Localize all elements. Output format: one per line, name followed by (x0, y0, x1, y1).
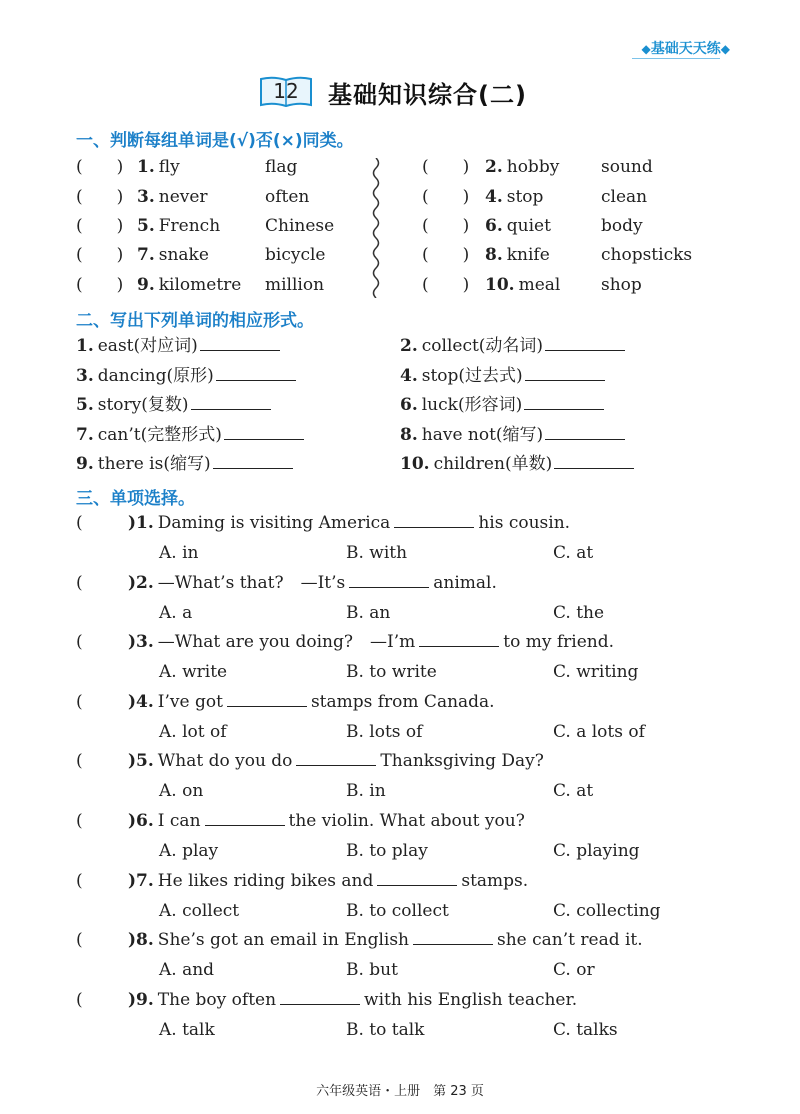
word-a: hobby (506, 157, 560, 177)
answer-line[interactable] (413, 930, 493, 945)
answer-blank[interactable]: ( (76, 572, 117, 593)
option-a: A. on (159, 781, 204, 802)
fill-in-item (76, 366, 296, 386)
option-a: A. and (159, 960, 215, 981)
title-text: 基础知识综合(二) (328, 80, 527, 109)
answer-line[interactable] (280, 990, 360, 1005)
section3-heading: 三、单项选择。 (76, 489, 195, 509)
word-b: chopsticks (601, 245, 693, 265)
answer-blank[interactable]: ( (76, 513, 117, 533)
option-a: A. write (159, 662, 228, 683)
answer-line[interactable] (554, 454, 634, 469)
word-pair-item (137, 216, 220, 236)
answer-blank[interactable]: ( (76, 632, 117, 653)
answer-line[interactable] (525, 366, 605, 381)
item-number: 4. (485, 187, 503, 207)
word-a: meal (518, 275, 561, 295)
question-number: )1. (128, 513, 154, 533)
option-b: B. with (346, 543, 408, 563)
answer-blank[interactable]: ( ) (76, 275, 124, 295)
section1-heading: 一、判断每组单词是(√)否(×)同类。 (76, 131, 354, 151)
word-b: clean (601, 187, 648, 207)
question-stem (128, 573, 497, 593)
header-underline (632, 58, 720, 59)
answer-line[interactable] (394, 513, 474, 528)
answer-blank[interactable]: ( ) (422, 216, 470, 236)
question-number: )8. (128, 930, 154, 951)
answer-line[interactable] (191, 395, 271, 410)
option-c: C. collecting (553, 900, 661, 921)
option-b: B. to collect (346, 900, 449, 921)
question-text: She’s got an email in English (157, 930, 409, 951)
option-a: A. lot of (159, 721, 227, 742)
fill-in-item (400, 454, 634, 474)
item-number: 8. (485, 245, 503, 265)
section2-heading: 二、写出下列单词的相应形式。 (76, 311, 314, 331)
item-number: 9. (76, 454, 94, 474)
item-prompt: can’t(完整形式) (97, 425, 222, 445)
page-footer: 六年级英语・上册 第 23 页 (316, 1084, 484, 1099)
word-pair-item (485, 245, 550, 265)
word-b: often (265, 187, 310, 207)
fill-in-item (76, 395, 271, 415)
answer-blank[interactable]: ( (76, 751, 117, 772)
question-text: —What’s that? —It’s (157, 572, 346, 593)
question-stem (128, 632, 614, 652)
item-number: 10. (485, 275, 515, 295)
answer-blank[interactable]: ( (76, 691, 117, 712)
question-stem (128, 751, 544, 771)
option-b: B. to talk (346, 1019, 425, 1040)
item-prompt: east(对应词) (97, 336, 198, 356)
question-text-end: she can’t read it. (497, 930, 643, 951)
answer-blank[interactable]: ( ) (76, 245, 124, 265)
fill-in-item (400, 366, 605, 386)
answer-blank[interactable]: ( ) (76, 157, 124, 177)
question-text-end: with his English teacher. (364, 989, 578, 1010)
word-b: bicycle (265, 245, 326, 265)
question-number: )2. (128, 572, 154, 593)
answer-line[interactable] (545, 336, 625, 351)
question-text: I can (157, 811, 201, 831)
question-number: )9. (128, 989, 154, 1010)
answer-blank[interactable]: ( (76, 989, 117, 1010)
diamond-icon: ◆ (720, 42, 730, 56)
item-number: 1. (137, 157, 155, 177)
answer-blank[interactable]: ( (76, 811, 117, 831)
question-text-end: his cousin. (478, 513, 571, 533)
item-number: 10. (400, 454, 430, 474)
answer-blank[interactable]: ( (76, 870, 117, 891)
question-number: )7. (128, 870, 154, 891)
question-number: )6. (128, 811, 154, 831)
word-pair-item (137, 275, 241, 295)
option-c: C. the (553, 602, 605, 623)
answer-line[interactable] (524, 395, 604, 410)
answer-line[interactable] (213, 454, 293, 469)
question-stem (128, 990, 577, 1010)
question-stem (128, 513, 570, 533)
answer-line[interactable] (349, 573, 429, 588)
option-b: B. to write (346, 662, 437, 683)
question-stem (128, 692, 495, 712)
word-a: snake (158, 245, 209, 265)
item-prompt: collect(动名词) (421, 336, 544, 356)
answer-blank[interactable]: ( (76, 930, 117, 951)
question-text: Daming is visiting America (157, 513, 391, 533)
option-c: C. a lots of (553, 721, 645, 742)
option-c: C. or (553, 960, 595, 981)
answer-blank[interactable]: ( ) (422, 275, 470, 295)
header-tag-text: 基础天天练 (650, 41, 721, 57)
word-b: million (265, 275, 325, 295)
option-a: A. collect (159, 900, 240, 921)
word-pair-item (485, 216, 551, 236)
item-prompt: children(单数) (433, 454, 553, 474)
header-tag (642, 38, 730, 58)
option-a: A. play (159, 841, 219, 861)
item-number: 6. (485, 216, 503, 236)
answer-blank[interactable]: ( ) (76, 216, 124, 236)
word-a: never (158, 187, 208, 207)
item-number: 7. (76, 425, 94, 445)
option-c: C. writing (553, 662, 639, 683)
word-a: knife (506, 245, 550, 265)
fill-in-item (400, 395, 604, 415)
word-b: body (601, 216, 643, 236)
diamond-icon: ◆ (641, 42, 651, 56)
item-number: 1. (76, 336, 94, 356)
question-text: The boy often (157, 989, 277, 1010)
option-a: A. a (159, 602, 193, 623)
item-number: 2. (400, 336, 418, 356)
answer-line[interactable] (200, 336, 280, 351)
question-stem (128, 930, 643, 950)
page-title (258, 74, 527, 110)
word-pair-item (137, 245, 209, 265)
option-b: B. but (346, 960, 398, 981)
answer-line[interactable] (419, 632, 499, 647)
item-number: 5. (76, 395, 94, 415)
answer-blank[interactable]: ( ) (76, 187, 124, 207)
question-text: What do you do (157, 751, 293, 772)
item-number: 2. (485, 157, 503, 177)
question-text-end: stamps from Canada. (310, 691, 495, 712)
word-pair-item (485, 275, 560, 295)
word-b: Chinese (265, 216, 335, 236)
question-text: —What are you doing? —I’m (157, 632, 416, 653)
answer-line[interactable] (296, 751, 376, 766)
answer-blank[interactable]: ( ) (422, 245, 470, 265)
answer-blank[interactable]: ( ) (422, 157, 470, 177)
question-number: )3. (128, 632, 154, 653)
option-c: C. at (553, 543, 594, 563)
item-number: 3. (76, 366, 94, 386)
fill-in-item (400, 336, 625, 356)
item-prompt: luck(形容词) (421, 395, 523, 415)
item-number: 7. (137, 245, 155, 265)
answer-line[interactable] (227, 692, 307, 707)
item-prompt: there is(缩写) (97, 454, 211, 474)
item-number: 8. (400, 425, 418, 445)
word-pair-item (137, 187, 208, 207)
option-b: B. to play (346, 841, 428, 861)
item-prompt: have not(缩写) (421, 425, 544, 445)
word-pair-item (137, 157, 180, 177)
item-number: 5. (137, 216, 155, 236)
word-pair-item (485, 187, 543, 207)
question-number: )4. (128, 691, 154, 712)
item-number: 3. (137, 187, 155, 207)
option-c: C. playing (553, 841, 640, 861)
fill-in-item (400, 425, 625, 445)
word-a: stop (506, 187, 544, 207)
item-prompt: dancing(原形) (97, 366, 214, 386)
answer-line[interactable] (216, 366, 296, 381)
word-a: fly (158, 157, 180, 177)
option-a: A. in (159, 543, 199, 563)
option-c: C. at (553, 781, 594, 802)
word-pair-item (485, 157, 559, 177)
option-b: B. lots of (346, 721, 423, 742)
item-prompt: story(复数) (97, 395, 189, 415)
option-c: C. talks (553, 1019, 618, 1040)
question-text: I’ve got (157, 691, 223, 712)
answer-line[interactable] (545, 425, 625, 440)
option-b: B. in (346, 781, 386, 802)
question-stem (128, 811, 525, 831)
item-number: 6. (400, 395, 418, 415)
word-b: sound (601, 157, 653, 177)
answer-blank[interactable]: ( ) (422, 187, 470, 207)
word-a: quiet (506, 216, 551, 236)
fill-in-item (76, 336, 280, 356)
question-text-end: to my friend. (503, 632, 614, 653)
fill-in-item (76, 454, 293, 474)
word-b: flag (265, 157, 298, 177)
item-number: 4. (400, 366, 418, 386)
item-prompt: stop(过去式) (421, 366, 523, 386)
book-icon (258, 75, 314, 109)
question-text-end: Thanksgiving Day? (380, 751, 544, 772)
answer-line[interactable] (224, 425, 304, 440)
option-b: B. an (346, 602, 391, 623)
answer-line[interactable] (205, 811, 285, 826)
answer-line[interactable] (377, 871, 457, 886)
word-a: French (158, 216, 221, 236)
word-b: shop (601, 275, 642, 295)
decorative-divider (370, 158, 382, 298)
word-a: kilometre (158, 275, 242, 295)
question-text: He likes riding bikes and (157, 870, 374, 891)
question-text-end: animal. (433, 572, 497, 593)
question-text-end: stamps. (461, 870, 529, 891)
question-stem (128, 871, 528, 891)
item-number: 9. (137, 275, 155, 295)
option-a: A. talk (159, 1019, 215, 1040)
question-number: )5. (128, 751, 154, 772)
fill-in-item (76, 425, 304, 445)
lesson-number: 12 (273, 79, 299, 103)
question-text-end: the violin. What about you? (288, 811, 525, 831)
